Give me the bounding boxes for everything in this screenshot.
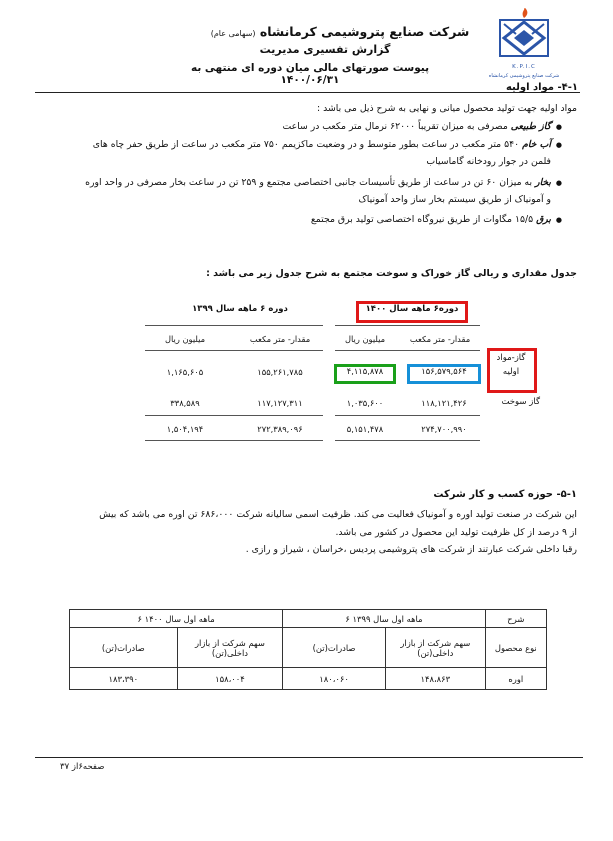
hdr-share-1399: سهم شرکت از بازار داخلی(تن) bbox=[385, 628, 485, 668]
total-cur-qty: ۲۷۴,۷۰۰,۹۹۰ bbox=[421, 424, 467, 434]
hdr-desc: شرح bbox=[485, 610, 546, 628]
total-cur-amt: ۵,۱۵۱,۴۷۸ bbox=[346, 424, 384, 434]
hdr-1400: ۶ ماهه اول سال ۱۴۰۰ bbox=[70, 610, 283, 628]
total-prev-qty: ۲۷۲,۳۸۹,۰۹۶ bbox=[257, 424, 303, 434]
company-logo bbox=[488, 8, 560, 86]
cell-exports-1400: ۱۸۳،۳۹۰ bbox=[70, 668, 178, 690]
bullet-raw-water: ● آب خام ۵۴۰ متر مکعب در ساعت بطور متوسط و در وضعیت ماکزیمم ۷۵۰ متر مکعب در ساعت از طریق حفر چاه های bbox=[41, 138, 551, 152]
bullet-natural-gas: ● گاز طبیعی مصرفی به میزان تقریباً ۶۲۰۰۰ نرمال متر مکعب در ساعت bbox=[41, 120, 551, 134]
bullet-power: ● برق ۱۵/۵ مگاوات از طریق نیروگاه اختصاصی تولید برق مجتمع bbox=[41, 213, 551, 227]
report-subtitle: پیوست صورتهای مالی میان دوره ای منتهی به ۱۴۰۰/۰۶/۳۱ bbox=[190, 62, 430, 86]
section-5-1-line-3: رقبا داخلی شرکت عبارتند از شرکت های پتروشیمی پردیس ،خراسان ، شیراز و رازی . bbox=[245, 544, 577, 555]
company-type: (سهامی عام) bbox=[210, 29, 256, 38]
cell-share-1399: ۱۴۸،۸۶۳ bbox=[385, 668, 485, 690]
logo-latin-text: K.P.I.C bbox=[512, 64, 536, 70]
cell-exports-1399: ۱۸۰،۰۶۰ bbox=[283, 668, 386, 690]
header-rule-current bbox=[335, 350, 480, 351]
market-share-table bbox=[69, 609, 547, 690]
period-current-rule bbox=[335, 325, 480, 326]
hdr-product: نوع محصول bbox=[485, 628, 546, 668]
row2-cur-qty: ۱۱۸,۱۲۱,۴۲۶ bbox=[421, 398, 467, 408]
hdr-exports-1400: صادرات(تن) bbox=[70, 628, 178, 668]
report-title: گزارش تفسیری مدیریت bbox=[259, 43, 391, 56]
section-5-1-heading: ۵-۱- حوزه کسب و کار شرکت bbox=[433, 489, 577, 500]
page-number: صفحه۶از ۳۷ bbox=[60, 762, 105, 772]
row1-cur-qty: ۱۵۶,۵۷۹,۵۶۴ bbox=[421, 366, 467, 376]
row1-cur-amt: ۴,۱۱۵,۸۷۸ bbox=[346, 366, 384, 376]
table1-caption: جدول مقداری و ریالی گاز خوراک و سوخت مجتمع به شرح جدول زیر می باشد : bbox=[206, 268, 577, 279]
totals-rule-current bbox=[335, 415, 480, 416]
section-5-1-line-1: این شرکت در صنعت تولید اوره و آمونیاک فعالیت می کند. ظرفیت اسمی سالیانه شرکت ۶۸۶،۰۰۰ تن اوره می باشد که بیش bbox=[99, 509, 577, 520]
company-title: شرکت صنایع پتروشیمی کرمانشاه bbox=[259, 24, 470, 39]
section-5-1-line-2: از ۹ درصد از کل ظرفیت تولید این محصول در کشور می باشد. bbox=[335, 527, 577, 538]
col-qty-current: مقدار- متر مکعب bbox=[409, 334, 471, 344]
row1-label: گاز-مواد اولیه bbox=[496, 353, 526, 377]
cell-product: اوره bbox=[485, 668, 546, 690]
hdr-exports-1399: صادرات(تن) bbox=[283, 628, 386, 668]
hdr-share-1400: سهم شرکت از بازار داخلی(تن) bbox=[177, 628, 283, 668]
cell-share-1400: ۱۵۸،۰۰۴ bbox=[177, 668, 283, 690]
hdr-1399: ۶ ماهه اول سال ۱۳۹۹ bbox=[283, 610, 485, 628]
total-prev-amt: ۱,۵۰۴,۱۹۴ bbox=[166, 424, 204, 434]
col-qty-prior: مقدار- متر مکعب bbox=[249, 334, 311, 344]
section-4-1-heading: ۴-۱- مواد اولیه bbox=[505, 82, 578, 93]
period-current-label: دوره۶ ماهه سال ۱۴۰۰ bbox=[365, 304, 459, 314]
totals-bottom-rule-prior bbox=[145, 440, 323, 441]
totals-rule-prior bbox=[145, 415, 323, 416]
row1-prev-amt: ۱,۱۶۵,۶۰۵ bbox=[166, 367, 204, 377]
col-amount-prior: میلیون ریال bbox=[164, 334, 206, 344]
row2-cur-amt: ۱,۰۳۵,۶۰۰ bbox=[346, 398, 384, 408]
header-rule-prior bbox=[145, 350, 323, 351]
footer-rule bbox=[35, 757, 583, 758]
section-4-1-intro: مواد اولیه جهت تولید محصول میانی و نهایی به شرح ذیل می باشد : bbox=[317, 103, 577, 114]
row1-prev-qty: ۱۵۵,۲۶۱,۷۸۵ bbox=[257, 367, 303, 377]
bullet-raw-water-cont: فلمن در جوار رودخانه گاماسیاب bbox=[426, 156, 551, 167]
col-amount-current: میلیون ریال bbox=[344, 334, 386, 344]
company-name bbox=[200, 24, 480, 39]
row2-prev-amt: ۳۳۸,۵۸۹ bbox=[170, 398, 200, 408]
period-prior-label: دوره ۶ ماهه سال ۱۳۹۹ bbox=[192, 304, 288, 314]
row2-prev-qty: ۱۱۷,۱۲۷,۳۱۱ bbox=[257, 398, 303, 408]
logo-persian-text: شرکت صنایع پتروشیمی کرمانشاه bbox=[488, 73, 560, 79]
bullet-steam-cont: و آمونیاک از طریق سیستم بخار ساز واحد آمونیاک bbox=[358, 194, 551, 205]
bullet-steam: ● بخار به میزان ۶۰ تن در ساعت از طریق تأسیسات جانبی اختصاصی مجتمع و ۲۵۹ تن در ساعت بخار مصرفی در واحد اوره bbox=[41, 176, 551, 190]
row2-label: گاز سوخت bbox=[501, 397, 540, 407]
totals-bottom-rule-current bbox=[335, 440, 480, 441]
header-rule bbox=[35, 92, 580, 93]
period-prior-rule bbox=[145, 325, 323, 326]
